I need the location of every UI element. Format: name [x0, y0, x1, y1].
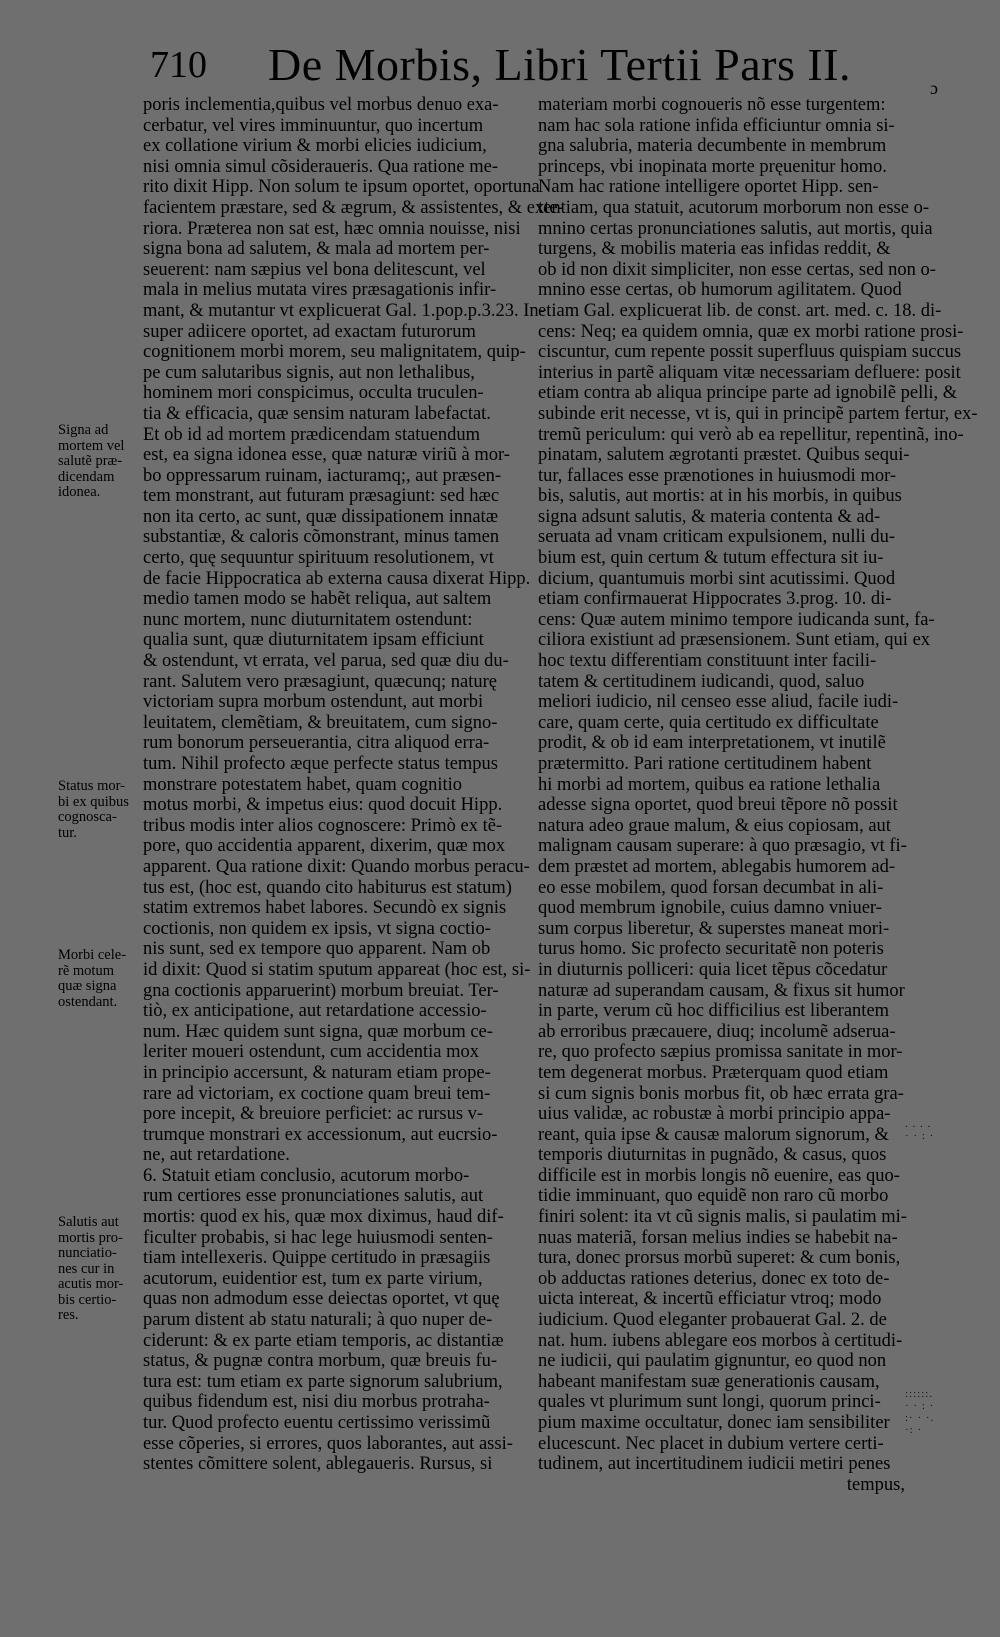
margin-note-line: dicendam [58, 468, 115, 485]
text-line: nisi omnia simul cõsideraueris. Qua ratione me- [143, 156, 499, 177]
margin-mark: ɔ [930, 78, 938, 98]
text-line: rant. Salutem vero præsagiunt, quæcunq; naturę [143, 671, 497, 692]
margin-note-line: bi ex quibus [58, 793, 129, 810]
text-line: reant, quia ipse & causæ malorum signorum, & [538, 1124, 889, 1145]
text-line: ob id non dixit simpliciter, non esse certas, sed non o- [538, 259, 936, 280]
text-line: leuitatem, clemẽtiam, & breuitatem, cum signo- [143, 712, 498, 733]
margin-note-motus [58, 948, 144, 1010]
text-line: naturæ ad superandam causam, & fixus sit humor [538, 980, 905, 1001]
text-line: etiam contra ab aliqua principe parte ad ignobilẽ pelli, & [538, 383, 958, 404]
text-line: acutorum, euidentior est, tum ex parte virium, [143, 1268, 483, 1289]
text-line: hoc textu differentiam constituunt inter facili- [538, 651, 877, 672]
margin-note-line: cognosca- [58, 809, 117, 825]
text-line: bis, salutis, aut mortis: at in his morbis, in quibus [538, 486, 902, 507]
text-line: uius validæ, ac robustæ à morbi principio appa- [538, 1104, 891, 1125]
text-line: adesse signa oportet, quod breui tẽpore nõ possit [538, 795, 898, 816]
text-line: ciderunt: & ex parte etiam temporis, ac distantiæ [143, 1330, 504, 1351]
margin-speck-line: ·: · [905, 1424, 923, 1436]
text-line: cerbatur, vel vires imminuuntur, quo incertum [143, 115, 484, 136]
text-line: etiam confirmauerat Hippocrates 3.prog. 10. di- [538, 589, 892, 610]
text-line: ne iudicii, qui paulatim gignuntur, eo quod non [538, 1351, 887, 1372]
text-line: hi morbi ad mortem, quibus ea ratione lethalia [538, 774, 881, 795]
text-line: tum. Nihil profecto æque perfecte status tempus [143, 754, 499, 774]
text-line: prodit, & ob id eam interpretationem, vt inutilẽ [538, 733, 886, 754]
text-line: hominem mori conspicimus, occulta truculen- [143, 383, 484, 404]
margin-note-line: mortis pro- [58, 1229, 123, 1246]
margin-note-line: Salutis aut [58, 1214, 119, 1230]
margin-note-line: mortem vel [58, 437, 125, 454]
text-line: difficile est in morbis longis nõ euenire, eas quo- [538, 1165, 900, 1186]
text-line: facientem præstare, sed & ægrum, & assistentes, & exte- [143, 197, 564, 218]
text-line: 6. Statuit etiam conclusio, acutorum morbo- [143, 1165, 470, 1186]
text-line: ne, aut retardatione. [143, 1145, 290, 1166]
text-line: turgens, & mobilis materia eas infidas reddit, & [538, 239, 891, 260]
margin-note-line: rẽ motum [58, 962, 114, 979]
text-line: tus est, (hoc est, quando cito habiturus est statum) [143, 877, 512, 898]
text-line: rum certiores esse pronunciationes salutis, aut [143, 1186, 484, 1207]
text-line: status, & pugnæ contra morbum, quæ breuis fu- [143, 1351, 498, 1372]
text-line: ex collatione virium & morbi elicies iudicium, [143, 136, 487, 157]
text-line: pore, quo accidentia apparent, dixerim, quæ mox [143, 836, 506, 857]
margin-specks-upper [905, 1118, 965, 1142]
text-line: in diuturnis polliceri: quia licet tẽpus cõcedatur [538, 959, 888, 980]
margin-speck-line: ::::::. [905, 1388, 934, 1400]
margin-note-signa [58, 423, 144, 501]
text-line: quibus fidendum est, nisi diu morbus protraha- [143, 1392, 490, 1413]
text-line: qualia sunt, quæ diuturnitatem ipsam efficiunt [143, 630, 484, 651]
margin-note-line: salutẽ præ- [58, 453, 123, 469]
text-line: medio tamen modo se habẽt reliqua, aut saltem [143, 589, 492, 610]
text-line: iudicium. Quod eleganter probauerat Gal. 2. de [538, 1310, 887, 1331]
text-line: tatem & certitudinem iudicandi, quod, saluo [538, 671, 865, 692]
text-line: in principio accersunt, & naturam etiam prope- [143, 1062, 491, 1083]
running-title: De Morbis, Libri Tertii Pars II. [268, 39, 852, 90]
page-number: 710 [150, 44, 207, 86]
text-line: mant, & mutantur vt explicuerat Gal. 1.pop.p.3.23. In- [143, 300, 545, 321]
text-line: uicta intereat, & incertũ efficiatur vtroq; modo [538, 1289, 882, 1310]
margin-note-line: acutis mor- [58, 1276, 124, 1292]
text-line: tentiam, qua statuit, acutorum morborum non esse o- [538, 197, 929, 218]
margin-note-line: res. [58, 1307, 79, 1323]
margin-note-line: nes cur in [58, 1260, 115, 1277]
text-line: Et ob id ad mortem prædicendam statuendum [143, 424, 481, 445]
text-line: ficulter probabis, si hac lege huiusmodi senten- [143, 1227, 493, 1248]
text-line: non ita certo, ac sunt, quæ dissipationem innatæ [143, 506, 499, 527]
text-line: cens: Neq; ea quidem omnia, quæ ex morbi ratione prosi- [538, 321, 964, 342]
text-line: princeps, vbi inopinata morte pręuenitur homo. [538, 156, 887, 177]
margin-note-line: ostendant. [58, 993, 118, 1010]
text-line: pore incepit, & breuiore perficiet: ac rursus v- [143, 1104, 484, 1125]
text-line: turus homo. Sic profecto securitatẽ non poteris [538, 939, 884, 960]
right-text-column [538, 95, 978, 1495]
text-line: prætermitto. Pari ratione certitudinem habent [538, 754, 872, 774]
text-line: id dixit: Quod si statim sputum appareat (hoc est, si- [143, 959, 531, 980]
margin-note-line: nunciatio- [58, 1245, 117, 1261]
text-line: subinde erit necesse, vt is, qui in principẽ partem fertur, ex- [538, 403, 978, 424]
text-line: bo oppressarum ruinam, iacturamq;, aut præsen- [143, 465, 502, 486]
margin-note-line: tur. [58, 824, 77, 841]
text-line: ab erroribus præcauere, diuq; incolumẽ adserua- [538, 1021, 896, 1042]
text-line: finiri solent: ita vt cũ signis malis, si paulatim mi- [538, 1207, 907, 1228]
margin-specks-lower [905, 1388, 965, 1436]
margin-speck-line: :· · ·. [905, 1412, 935, 1424]
text-line: rum bonorum perseuerantia, citra aliquod erra- [143, 733, 490, 754]
text-line: poris inclementia,quibus vel morbus denuo exa- [143, 95, 499, 115]
text-line: ciscuntur, cum repente possit superfluus quispiam succus [538, 342, 962, 363]
text-line: eo esse mobilem, quod forsan decumbat in ali- [538, 877, 884, 898]
text-line: rare ad victoriam, ex coctione quam breui tem- [143, 1083, 491, 1104]
text-line: stentes cõmittere solent, ablegaueris. Rursus, si [143, 1454, 493, 1475]
margin-note-line: Signa ad [58, 422, 109, 438]
text-line: nuas materiã, forsan melius indies se habebit na- [538, 1227, 898, 1248]
text-line: quales vt plurimum sunt longi, quorum princi- [538, 1392, 881, 1413]
text-line: dicium, quantumuis morbi sint acutissimi. Quod [538, 568, 896, 589]
text-line: in parte, verum cũ hoc difficilius est liberantem [538, 1001, 890, 1022]
text-line: mnino esse certas, ob humorum agilitatem. Quod [538, 280, 902, 301]
text-line: tura est: tum etiam ex parte signorum salubrium, [143, 1371, 503, 1392]
text-line: mortis: quod ex his, quæ mox diximus, haud dif- [143, 1207, 504, 1228]
text-line: dem præstet ad mortem, ablegabis humorem ad- [538, 856, 896, 877]
text-line: materiam morbi cognoueris nõ esse turgentem: [538, 95, 886, 115]
text-line: riora. Præterea non sat est, hæc omnia nouisse, nisi [143, 218, 521, 239]
text-line: num. Hæc quidem sunt signa, quæ morbum ce- [143, 1021, 493, 1042]
text-line: pinatam, salutem ægrotanti præstet. Quibus sequi- [538, 445, 910, 466]
text-line: cens: Quæ autem minimo tempore iudicanda sunt, fa- [538, 609, 935, 630]
text-line: de facie Hippocratica ab externa causa dixerat Hipp. [143, 568, 531, 589]
text-line: statim extremos habet labores. Secundò ex signis [143, 898, 507, 919]
text-line: temporis diuturnitas in pugnãdo, & casus, quos [538, 1145, 887, 1166]
text-line: parum distent ab statu naturali; à quo nuper de- [143, 1310, 493, 1331]
text-line: tribus modis inter alios cognoscere: Primò ex tẽ- [143, 815, 503, 836]
text-line: sum corpus liberetur, & superstes maneat mori- [538, 918, 890, 939]
text-line: pe cum salutaribus signis, aut non lethalibus, [143, 362, 475, 383]
margin-note-line: idonea. [58, 484, 101, 500]
text-line: tidie imminuant, quo equidẽ non raro cũ morbo [538, 1186, 889, 1207]
text-line: & ostendunt, vt erratа, vel parua, sed quæ diu du- [143, 651, 509, 672]
left-text-column [143, 95, 564, 1475]
text-line: si cum signis bonis morbus fit, ob hæc errata gra- [538, 1083, 904, 1104]
text-line: tiò, ex anticipatione, aut retardatione accessio- [143, 1001, 487, 1022]
text-line: tremũ periculum: qui verò ab ea repellitur, repentinã, ino- [538, 424, 964, 445]
margin-note-line: bis certio- [58, 1291, 117, 1308]
text-line: nat. hum. iubens ablegare eos morbos à certitudi- [538, 1330, 903, 1351]
margin-note-salutis [58, 1215, 144, 1324]
text-line: Nam hac ratione intelligere oportet Hipp. sen- [538, 177, 879, 198]
text-line: care, quam certe, quia certitudo ex difficultate [538, 712, 879, 733]
text-line: seuerent: nam sæpius vel bona delitescunt, vel [143, 259, 486, 280]
text-line: signa bona ad salutem, & mala ad mortem per- [143, 239, 490, 260]
text-line: tiam intellexeris. Quippe certitudo in præsagiis [143, 1248, 491, 1269]
text-line: esse cõperies, si errores, quos laborantes, aut assi- [143, 1433, 513, 1454]
text-line: tempus, [846, 1474, 905, 1495]
text-line: bium est, quin certum & tutum effectura sit iu- [538, 548, 884, 569]
text-line: natura adeo graue malum, & eius copiosam, aut [538, 815, 891, 836]
text-line: elucescunt. Nec placet in dubium vertere certi- [538, 1433, 884, 1454]
margin-note-status [58, 779, 144, 841]
text-line: tem degenerat morbus. Præterquam quod etiam [538, 1062, 889, 1083]
text-line: habeant manifestam suæ generationis causam, [538, 1371, 880, 1392]
text-line: quod membrum ignobile, cuius damno vniuer- [538, 898, 882, 919]
text-line: tur. Quod profecto euentu certissimo verissimũ [143, 1413, 491, 1433]
text-line: leriter moueri ostendunt, cum accidentia mox [143, 1042, 479, 1063]
text-line: gna coctionis apparuerint) morbum breuiat. Ter- [143, 980, 499, 1001]
text-line: interius in partẽ aliquam vitæ necessariam defluere: posit [538, 362, 961, 383]
text-line: mala in melius mutata vires præsagationis infir- [143, 280, 497, 301]
text-line: signa adsunt salutis, & materia contenta & ad- [538, 506, 881, 527]
text-line: ob adductas rationes deterius, donec ex toto de- [538, 1268, 890, 1289]
text-line: victoriam supra morbum ostendunt, aut morbi [143, 692, 484, 713]
text-line: malignam causam superare: à quo præsagio, vt fi- [538, 836, 907, 857]
text-line: gna salubria, materia decumbente in membrum [538, 136, 887, 157]
text-line: tudinem, aut incertitudinem iudicii metiri penes [538, 1454, 891, 1475]
text-line: super adiicere oportet, ad exactam futurorum [143, 321, 476, 342]
text-line: etiam Gal. explicuerat lib. de const. art. med. c. 18. di- [538, 300, 942, 321]
margin-speck-line: . . . . [905, 1118, 932, 1130]
text-line: monstrare potestatem habet, quam cognitio [143, 774, 463, 795]
text-line: mnino certas pronunciationes salutis, aut mortis, quia [538, 218, 933, 239]
text-line: nunc mortem, nunc diuturnitatem ostendunt: [143, 609, 473, 630]
text-line: quas non admodum esse deiectas oportet, vt quę [143, 1289, 500, 1310]
text-line: substantiæ, & caloris cõmonstrant, minus tamen [143, 527, 500, 548]
text-line: ciliora existiunt ad præsensionem. Sunt etiam, qui ex [538, 630, 931, 651]
margin-speck-line: · · : · [905, 1130, 935, 1142]
text-line: coctionis, non quidem ex ipsis, vt signa coctio- [143, 918, 491, 939]
text-line: nis sunt, sed ex tempore quo apparent. Nam ob [143, 939, 491, 960]
text-line: tem monstrant, aut futuram præsagiunt: sed hæc [143, 486, 500, 507]
text-line: meliori iudicio, nil censeo esse aliud, facile iudi- [538, 692, 899, 713]
margin-speck-line: · · : · [905, 1400, 935, 1412]
text-line: seruata ad vnam criticam expulsionem, nulli du- [538, 527, 896, 548]
text-line: est, ea signa idonea esse, quæ naturæ viriũ à mor- [143, 445, 510, 466]
text-line: apparent. Qua ratione dixit: Quando morbus peracu- [143, 856, 530, 877]
text-line: certo, quę sequuntur spirituum resolutionem, vt [143, 548, 494, 569]
text-line: nam hac sola ratione infida efficiuntur omnia si- [538, 115, 895, 136]
text-line: cognitionem morbi morem, seu malignitatem, quip- [143, 342, 526, 363]
text-line: motus morbi, & impetus eius: quod docuit Hipp. [143, 795, 503, 816]
text-line: rito dixit Hipp. Non solum te ipsum oportet, oportuna [143, 177, 540, 198]
text-line: pium maxime occultatur, donec iam sensibiliter [538, 1413, 890, 1433]
text-line: tura, donec prorsus morbũ superet: & cum bonis, [538, 1248, 901, 1269]
text-line: trumque monstrari ex accessionum, aut eucrsio- [143, 1124, 498, 1145]
text-line: re, quo profecto sæpius promissa sanitate in mor- [538, 1042, 903, 1063]
margin-note-line: quæ signa [58, 978, 117, 994]
text-line: tia & efficacia, quæ sensim naturam labefactat. [143, 403, 491, 424]
margin-note-line: Morbi cele- [58, 947, 127, 963]
margin-note-line: Status mor- [58, 778, 125, 794]
text-line: tur, fallaces esse prænotiones in huiusmodi mor- [538, 465, 897, 486]
